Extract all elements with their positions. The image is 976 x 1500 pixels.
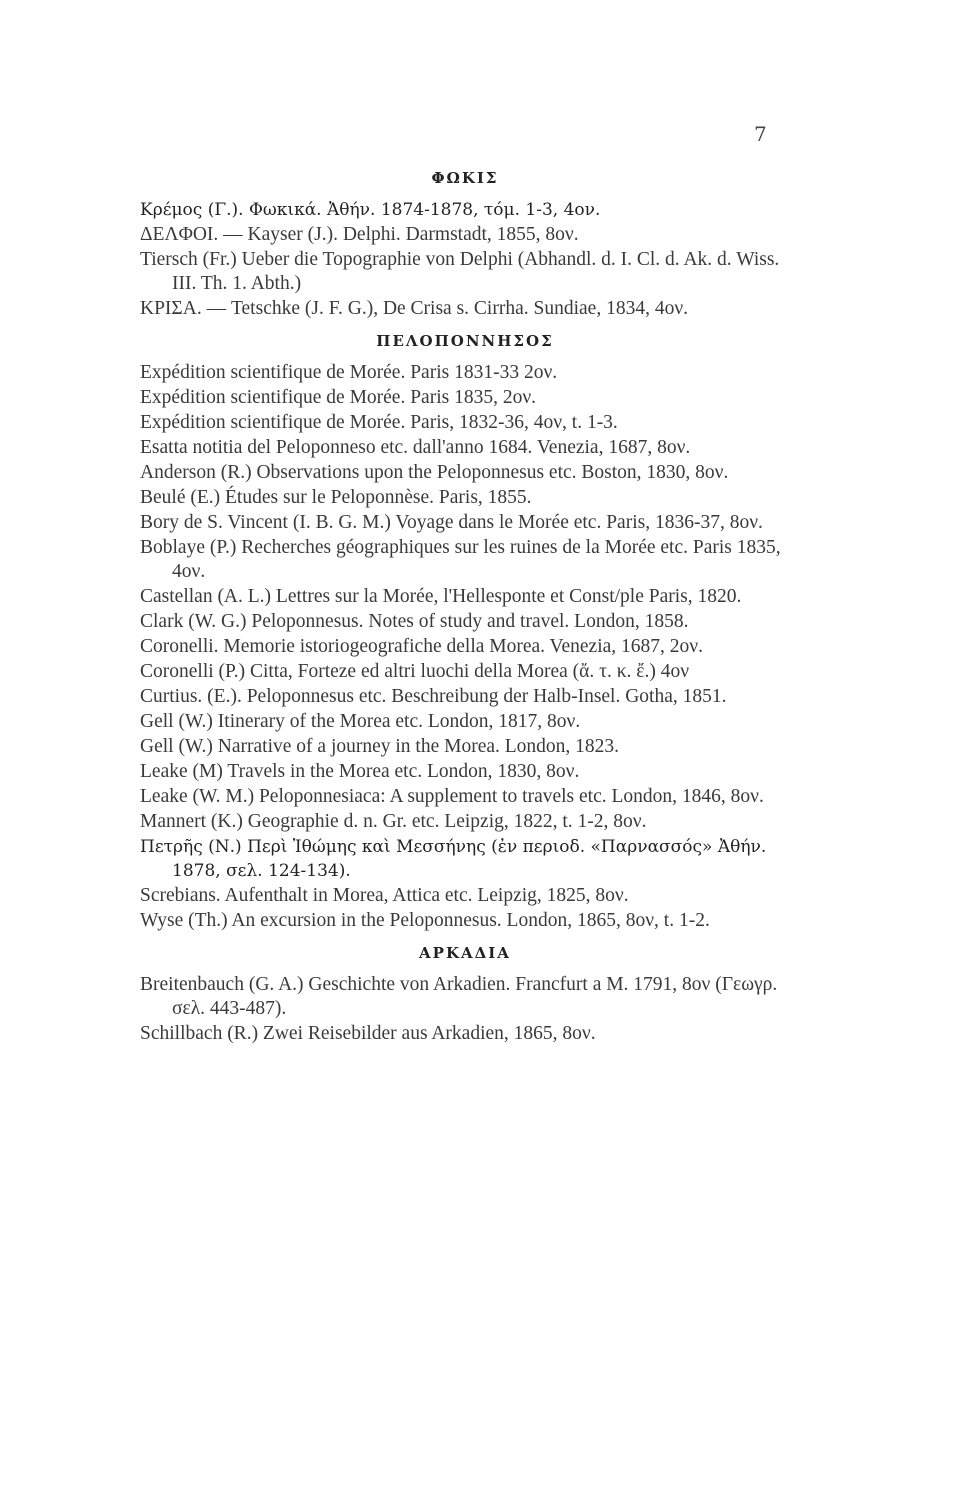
section-peloponnese	[140, 329, 790, 933]
bibliography-entry: Coronelli. Memorie istoriogeografiche della Morea. Venezia, 1687, 2ον.	[140, 636, 703, 657]
bibliography-entry: ΚΡΙΣΑ. — Tetschke (J. F. G.), De Crisa s. Cirrha. Sundiae, 1834, 4ον.	[140, 298, 689, 319]
section-heading: ΠΕΛΟΠΟΝΝΗΣΟΣ	[376, 332, 554, 350]
bibliography-entry: Breitenbauch (G. A.) Geschichte von Arkadien. Francfurt a M. 1791, 8ον (Γεωγρ. σελ. 443-487).	[140, 974, 778, 1019]
bibliography-entry: Tiersch (Fr.) Ueber die Topographie von Delphi (Abhandl. d. I. Cl. d. Ak. d. Wiss. III. Th. 1. Abth.)	[140, 249, 780, 294]
bibliography-entry: Screbians. Aufenthalt in Morea, Attica etc. Leipzig, 1825, 8ον.	[140, 885, 629, 906]
bibliography-entry: ΔΕΛΦΟΙ. — Kayser (J.). Delphi. Darmstadt, 1855, 8ον.	[140, 224, 579, 245]
bibliography-entry: Castellan (A. L.) Lettres sur la Morée, l'Hellesponte et Const/ple Paris, 1820.	[140, 586, 742, 607]
bibliography-entry: Bory de S. Vincent (I. B. G. M.) Voyage dans le Morée etc. Paris, 1836-37, 8ον.	[140, 512, 763, 533]
bibliography-entry: Anderson (R.) Observations upon the Peloponnesus etc. Boston, 1830, 8ον.	[140, 462, 729, 483]
bibliography-entry: Esatta notitia del Peloponneso etc. dall'anno 1684. Venezia, 1687, 8ον.	[140, 437, 691, 458]
section-phokis	[140, 166, 790, 321]
bibliography-entry: Gell (W.) Narrative of a journey in the Morea. London, 1823.	[140, 736, 620, 757]
bibliography-entry: Schillbach (R.) Zwei Reisebilder aus Arkadien, 1865, 8ον.	[140, 1023, 596, 1044]
bibliography-entry: Κρέμος (Γ.). Φωκικά. Ἀθήν. 1874-1878, τόμ. 1-3, 4ον.	[140, 200, 601, 220]
bibliography-entry: Mannert (K.) Geographie d. n. Gr. etc. Leipzig, 1822, t. 1-2, 8ον.	[140, 811, 647, 832]
bibliography-entry: Leake (W. M.) Peloponnesiaca: A supplement to travels etc. London, 1846, 8ον.	[140, 786, 764, 807]
bibliography-entry: Boblaye (P.) Recherches géographiques sur les ruines de la Morée etc. Paris 1835, 4ον.	[140, 537, 781, 582]
bibliography-entry: Coronelli (P.) Citta, Forteze ed altri luochi della Morea (ἄ. τ. κ. ἔ.) 4ον	[140, 661, 690, 682]
bibliography	[140, 160, 790, 1054]
bibliography-entry: Leake (M) Travels in the Morea etc. London, 1830, 8ον.	[140, 761, 580, 782]
bibliography-entry: Expédition scientifique de Morée. Paris, 1832-36, 4ον, t. 1-3.	[140, 412, 618, 433]
section-arcadia	[140, 941, 790, 1046]
section-heading: ΦΩΚΙΣ	[431, 169, 499, 187]
bibliography-entry: Gell (W.) Itinerary of the Morea etc. London, 1817, 8ον.	[140, 711, 581, 732]
section-heading: ΑΡΚΑΔΙΑ	[419, 944, 511, 962]
bibliography-entry: Clark (W. G.) Peloponnesus. Notes of study and travel. London, 1858.	[140, 611, 689, 632]
bibliography-entry: Πετρῆς (Ν.) Περὶ Ἰθώμης καὶ Μεσσήνης (ἐν περιοδ. «Παρνασσός» Ἀθήν. 1878, σελ. 124-134).	[140, 837, 767, 881]
bibliography-entry: Expédition scientifique de Morée. Paris 1831-33 2ον.	[140, 362, 558, 383]
bibliography-entry: Wyse (Th.) An excursion in the Peloponnesus. London, 1865, 8ον, t. 1-2.	[140, 910, 710, 931]
bibliography-entry: Beulé (E.) Études sur le Peloponnèse. Paris, 1855.	[140, 487, 532, 508]
bibliography-entry: Curtius. (E.). Peloponnesus etc. Beschreibung der Halb-Insel. Gotha, 1851.	[140, 686, 727, 707]
bibliography-entry: Expédition scientifique de Morée. Paris 1835, 2ον.	[140, 387, 537, 408]
page-number: 7	[754, 122, 767, 146]
